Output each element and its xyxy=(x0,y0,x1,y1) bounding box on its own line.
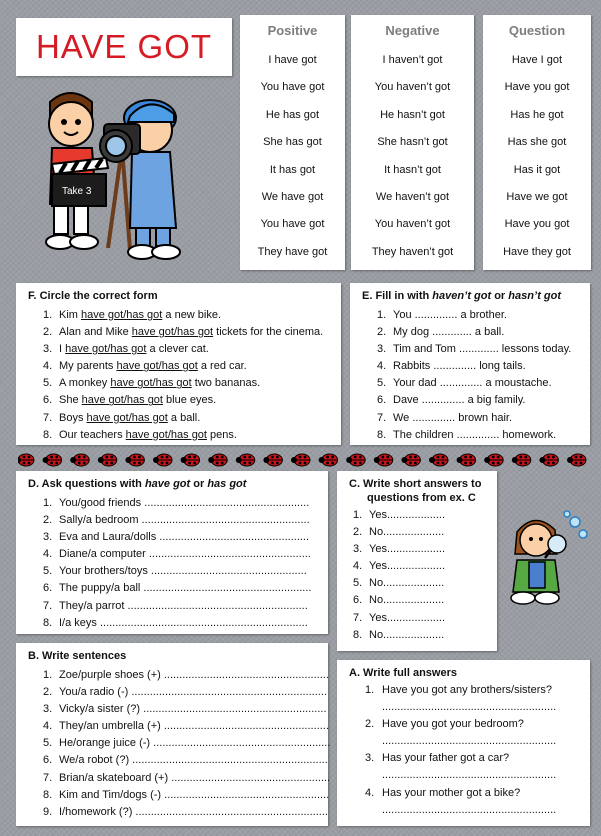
girl-magnifier-illustration xyxy=(505,510,591,610)
kids-camera-illustration xyxy=(40,88,190,266)
question-item: Has she got xyxy=(507,136,567,149)
answer-line: ......................................................... xyxy=(382,803,557,816)
exercise-c-heading: C. Write short answers to questions from ex. C xyxy=(349,478,482,504)
question-item: Have I got xyxy=(511,54,563,66)
ladybug-icon xyxy=(374,454,393,466)
exercise-f-heading: F. Circle the correct form xyxy=(28,290,158,302)
exercise-item: 4. Rabbits .............. long tails. xyxy=(377,360,526,373)
exercise-item: 5. No.................... xyxy=(353,577,445,590)
exercise-item: 7. Boys have got/has got a ball. xyxy=(43,411,201,424)
positive-item: We have got xyxy=(261,190,324,203)
exercise-item: 7. They/a parrot ........................................................... xyxy=(43,599,308,612)
exercise-item: 2. No.................... xyxy=(353,526,445,539)
clapper-label: Take 3 xyxy=(62,186,92,197)
ladybug-icon xyxy=(208,454,227,466)
exercise-item: 4. Has your mother got a bike? xyxy=(365,786,521,799)
exercise-item: 2. You/a radio (-) ................................................................ xyxy=(43,686,327,699)
exercise-item: 2. Have you got your bedroom? xyxy=(365,718,524,731)
exercise-e-heading: E. Fill in with haven’t got or hasn’t got xyxy=(362,290,562,302)
exercise-item: 5. He/orange juice (-) .......................................................... xyxy=(43,737,331,750)
exercise-d-heading: D. Ask questions with have got or has got xyxy=(28,478,247,490)
ladybug-icon xyxy=(401,454,420,466)
exercise-item: 2. Alan and Mike have got/has got tickets for the cinema. xyxy=(43,326,324,339)
negative-item: She hasn’t got xyxy=(377,136,448,149)
exercise-item: 1. Have you got any brothers/sisters? xyxy=(365,684,552,696)
exercise-item: 9. I/homework (?) ............................................................... xyxy=(43,805,328,818)
exercise-item: 5. Your dad .............. a moustache. xyxy=(377,377,552,390)
exercise-item: 1. Zoe/purple shoes (+) ...................................................... xyxy=(43,669,329,681)
exercise-item: 3. Vicky/a sister (?) ............................................................ xyxy=(43,703,327,716)
exercise-item: 7. Yes................... xyxy=(353,611,446,624)
choice-option: have got/has got xyxy=(116,360,198,373)
exercise-item: 4. My parents have got/has got a red car. xyxy=(43,360,247,373)
exercise-item: 5. A monkey have got/has got two bananas. xyxy=(43,377,261,390)
page-title: HAVE GOT xyxy=(35,28,213,65)
ladybug-icon xyxy=(125,454,144,466)
exercise-item: 3. I have got/has got a clever cat. xyxy=(43,343,209,356)
negative-item: You haven’t got xyxy=(374,218,451,231)
exercise-item: 1. Kim have got/has got a new bike. xyxy=(43,309,222,321)
ladybug-icon xyxy=(43,454,62,466)
exercise-item: 4. Diane/a computer ..................................................... xyxy=(43,548,311,561)
ladybug-icon xyxy=(484,454,503,466)
exercise-item: 6. She have got/has got blue eyes. xyxy=(43,394,217,407)
positive-item: She has got xyxy=(263,136,322,149)
negative-item: I haven’t got xyxy=(382,54,443,66)
exercise-b xyxy=(16,643,331,826)
choice-option: have got/has got xyxy=(65,343,147,356)
exercise-item: 6. Dave .............. a big family. xyxy=(377,394,526,407)
exercise-item: 1. You .............. a brother. xyxy=(377,309,507,321)
question-item: Have you got xyxy=(504,218,570,231)
answer-line: ......................................................... xyxy=(382,769,557,782)
choice-option: have got/has got xyxy=(125,428,207,441)
ladybug-icon xyxy=(181,454,200,466)
positive-item: You have got xyxy=(260,218,325,231)
exercise-a-heading: A. Write full answers xyxy=(349,667,457,679)
exercise-c xyxy=(337,471,497,651)
exercise-item: 8. Kim and Tim/dogs (-) ...................................................... xyxy=(43,788,330,801)
choice-option: have got/has got xyxy=(86,411,168,424)
choice-option: have got/has got xyxy=(81,394,163,407)
ladybug-icon xyxy=(539,454,558,466)
positive-header: Positive xyxy=(267,23,318,38)
question-header: Question xyxy=(508,23,566,38)
exercise-item: 3. Eva and Laura/dolls ................................................. xyxy=(43,531,310,544)
positive-column xyxy=(240,15,345,270)
exercise-b-heading: B. Write sentences xyxy=(28,650,127,662)
question-item: Has he got xyxy=(510,108,564,121)
choice-option: have got/has got xyxy=(81,309,163,321)
positive-item: I have got xyxy=(268,54,317,66)
exercise-item: 5. Your brothers/toys ................................................... xyxy=(43,565,307,578)
positive-item: It has got xyxy=(269,163,316,176)
ladybug-border xyxy=(18,450,590,470)
exercise-item: 3. Yes................... xyxy=(353,543,446,556)
ladybug-icon xyxy=(512,454,531,466)
ladybug-icon xyxy=(429,454,448,466)
ladybug-icon xyxy=(236,454,255,466)
positive-item: They have got xyxy=(257,245,328,258)
exercise-d xyxy=(16,471,328,634)
choice-option: have got/has got xyxy=(131,326,214,339)
question-item: Have they got xyxy=(503,245,571,258)
negative-header: Negative xyxy=(385,23,440,38)
ladybug-icon xyxy=(346,454,365,466)
ladybug-icon xyxy=(319,454,338,466)
positive-item: He has got xyxy=(265,108,320,121)
negative-column xyxy=(351,15,474,270)
exercise-item: 8. Our teachers have got/has got pens. xyxy=(43,428,237,441)
exercise-item: 2. Sally/a bedroom ....................................................... xyxy=(43,514,310,527)
title-box xyxy=(16,18,232,76)
exercise-item: 2. My dog ............. a ball. xyxy=(377,326,505,339)
negative-item: He hasn’t got xyxy=(380,108,445,121)
exercise-f xyxy=(16,283,341,445)
ladybug-icon xyxy=(291,454,310,466)
ladybug-icon xyxy=(567,454,586,466)
negative-item: It hasn’t got xyxy=(384,163,441,176)
negative-item: They haven’t got xyxy=(371,245,454,258)
ladybug-icon xyxy=(98,454,117,466)
exercise-item: 3. Has your father got a car? xyxy=(365,752,510,765)
exercise-item: 6. No.................... xyxy=(353,594,445,607)
negative-item: You haven’t got xyxy=(374,81,451,94)
question-item: Have you got xyxy=(504,81,570,94)
question-item: Has it got xyxy=(513,163,561,176)
exercise-e xyxy=(350,283,590,445)
exercise-item: 7. Brian/a skateboard (+) .................................................... xyxy=(43,771,331,784)
choice-option: have got/has got xyxy=(110,377,192,390)
exercise-item: 4. They/an umbrella (+) ...................................................... xyxy=(43,720,329,733)
exercise-item: 4. Yes................... xyxy=(353,560,446,573)
ladybug-icon xyxy=(153,454,172,466)
ladybug-icon xyxy=(263,454,282,466)
exercise-item: 8. The children .............. homework. xyxy=(377,428,557,441)
exercise-item: 7. We .............. brown hair. xyxy=(377,411,513,424)
question-column xyxy=(483,15,591,270)
negative-item: We haven’t got xyxy=(375,190,450,203)
exercise-item: 8. No.................... xyxy=(353,628,445,641)
exercise-item: 8. I/a keys .................................................................... xyxy=(43,616,308,629)
exercise-item: 1. Yes................... xyxy=(353,509,446,521)
ladybug-icon xyxy=(70,454,89,466)
question-item: Have we got xyxy=(506,190,568,203)
positive-item: You have got xyxy=(260,81,325,94)
exercise-item: 3. Tim and Tom ............. lessons today. xyxy=(377,343,572,356)
ladybug-icon xyxy=(18,454,34,466)
exercise-a xyxy=(337,660,590,826)
answer-line: ......................................................... xyxy=(382,735,557,748)
answer-line: ......................................................... xyxy=(382,701,557,714)
exercise-item: 1. You/good friends ...................................................... xyxy=(43,497,310,509)
ladybug-icon xyxy=(457,454,476,466)
exercise-item: 6. The puppy/a ball ....................................................... xyxy=(43,582,312,595)
exercise-item: 6. We/a robot (?) ................................................................ xyxy=(43,754,328,767)
